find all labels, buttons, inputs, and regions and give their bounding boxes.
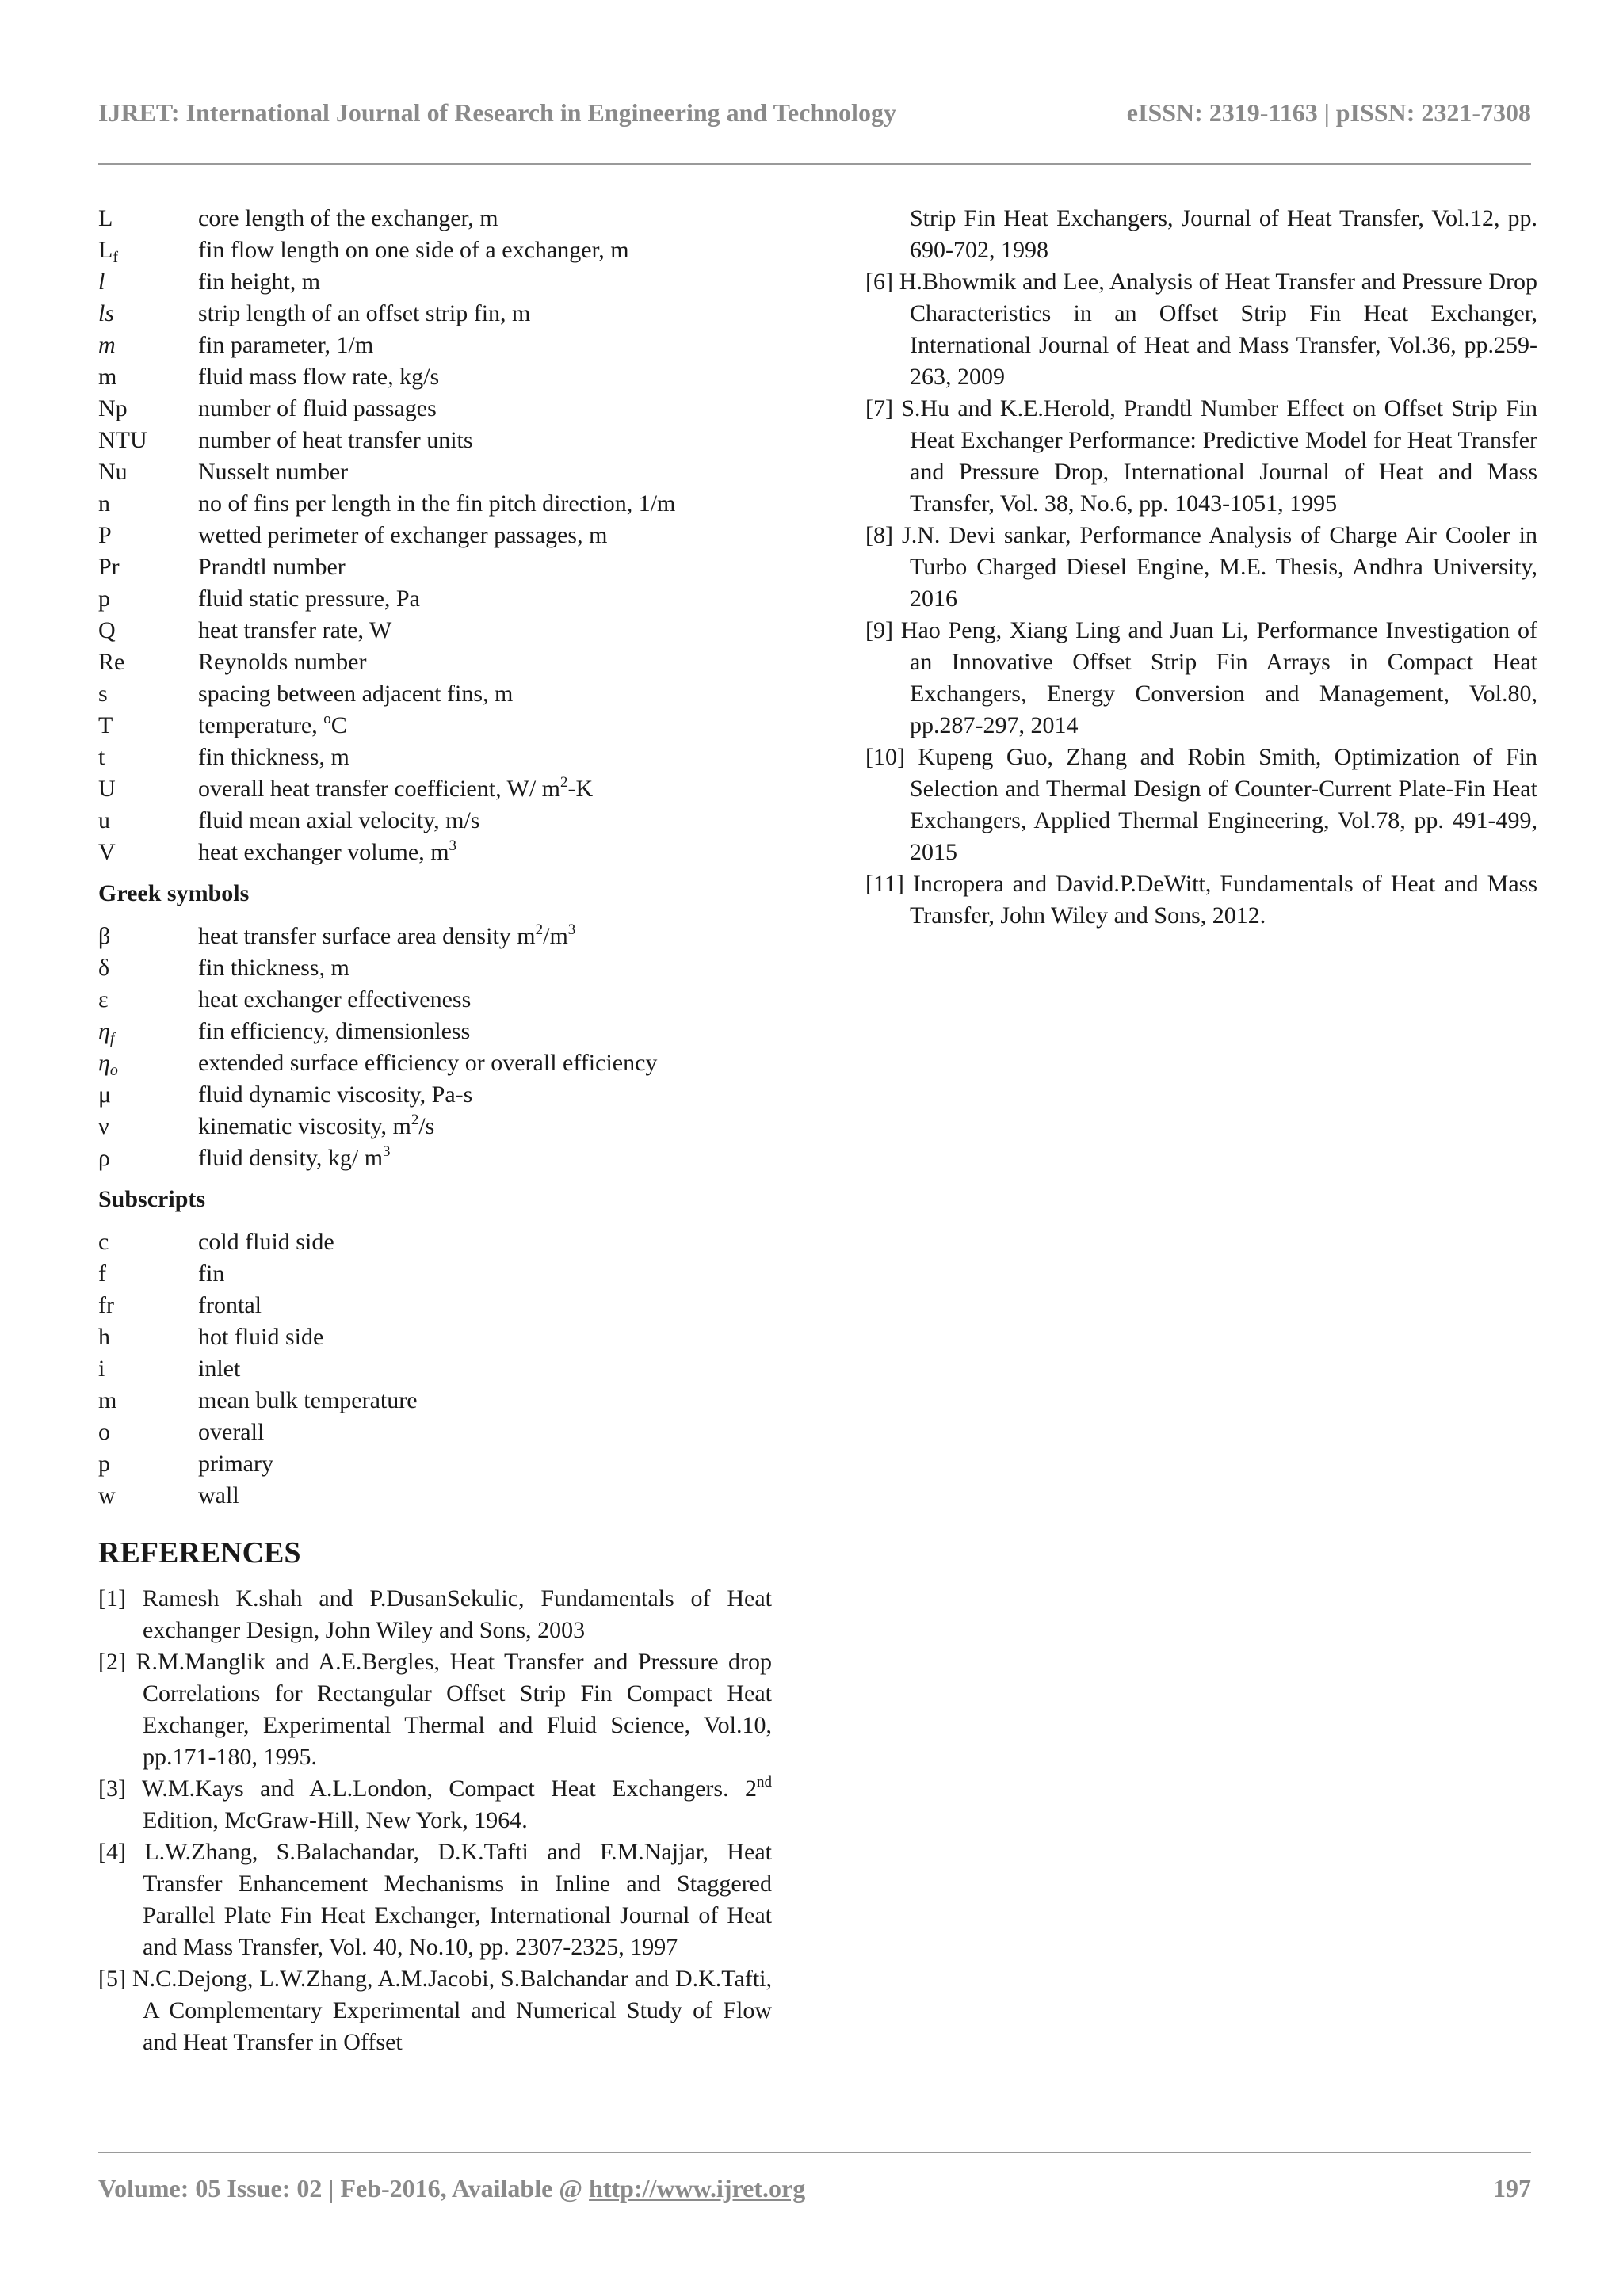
nomenclature-row: [98, 235, 772, 266]
header-divider: [98, 163, 1531, 165]
nomenclature-definition: number of heat transfer units: [198, 427, 473, 453]
nomenclature-row: [98, 203, 772, 235]
subscript-definition: mean bulk temperature: [198, 1387, 418, 1413]
subscript-definition: cold fluid side: [198, 1229, 334, 1255]
nomenclature-definition: fin thickness, m: [198, 744, 349, 770]
references-list-right: [865, 266, 1537, 932]
nomenclature-symbol: V: [98, 839, 116, 865]
nomenclature-definition: spacing between adjacent fins, m: [198, 681, 514, 707]
subscript-symbol: h: [98, 1324, 110, 1350]
nomenclature-definition: overall heat transfer coefficient, W/ $m^2-K$: [198, 774, 594, 802]
greek-symbol-row: [98, 984, 772, 1016]
greek-symbol-row: [98, 952, 772, 984]
subscript-definition: frontal: [198, 1292, 262, 1318]
nomenclature-row: [98, 805, 772, 837]
nomenclature-symbol: U: [98, 776, 116, 802]
nomenclature-row: [98, 837, 772, 868]
subscript-row: [98, 1226, 772, 1258]
reference-item: [9] Hao Peng, Xiang Ling and Juan Li, Performance Investigation of an Innovative Offset Strip Fin Arrays in Compact Heat Exchangers, Energy Conversion and Management, Vol.80, pp.287-297, 2014: [865, 617, 1537, 738]
subscripts-list: [98, 1226, 772, 1512]
references-list-left: [98, 1583, 772, 2058]
nomenclature-symbol: NTU: [98, 427, 147, 453]
greek-symbol-symbol: $\eta_o$: [98, 1050, 118, 1079]
greek-symbol-symbol: β: [98, 923, 111, 949]
nomenclature-definition: no of fins per length in the fin pitch direction, 1/m: [198, 490, 676, 517]
subscript-symbol: m: [98, 1387, 117, 1413]
subscript-symbol: o: [98, 1419, 110, 1445]
superscript: 2: [411, 1112, 419, 1128]
nomenclature-row: [98, 298, 772, 330]
nomenclature-row: [98, 615, 772, 646]
nomenclature-definition: fin height, m: [198, 269, 321, 295]
subscript-symbol: fr: [98, 1292, 114, 1318]
nomenclature-definition: fluid mean axial velocity, m/s: [198, 807, 480, 833]
subscript-row: [98, 1258, 772, 1290]
reference-item: [11] Incropera and David.P.DeWitt, Fundamentals of Heat and Mass Transfer, John Wiley and Sons, 2012.: [865, 871, 1537, 929]
greek-symbol-row: [98, 921, 772, 952]
symbol-subscript: f: [109, 1030, 115, 1047]
nomenclature-row: [98, 678, 772, 710]
nomenclature-symbol: $L_f$: [98, 237, 118, 266]
nomenclature-symbol: m: [98, 364, 117, 390]
reference-item: [8] J.N. Devi sankar, Performance Analysis of Charge Air Cooler in Turbo Charged Diesel Engine, M.E. Thesis, Andhra University, 2016: [865, 522, 1537, 612]
nomenclature-definition: fin flow length on one side of a exchanger, m: [198, 237, 629, 263]
greek-symbol-definition: heat transfer surface area density $m^2/m^3$: [198, 921, 576, 949]
greek-symbol-definition: fluid dynamic viscosity, Pa-s: [198, 1081, 473, 1108]
nomenclature-definition: fluid static pressure, Pa: [198, 585, 420, 612]
page-number: 197: [1493, 2174, 1531, 2203]
superscript: o: [323, 711, 331, 727]
subscript-row: [98, 1322, 772, 1353]
nomenclature-symbol: L: [98, 205, 113, 231]
nomenclature-symbol: s: [98, 681, 108, 707]
superscript: nd: [757, 1774, 772, 1791]
greek-symbol-definition: kinematic viscosity, $m^2/s$: [198, 1112, 435, 1139]
subscript-symbol: f: [98, 1261, 106, 1287]
nomenclature-row: [98, 425, 772, 456]
greek-symbol-definition: fin efficiency, dimensionless: [198, 1018, 471, 1044]
nomenclature-row: [98, 266, 772, 298]
superscript: 3: [567, 921, 576, 938]
nomenclature-definition: Reynolds number: [198, 649, 367, 675]
nomenclature-definition: heat transfer rate, W: [198, 617, 392, 643]
reference-item: [3] W.M.Kays and A.L.London, Compact Heat Exchangers. 2nd Edition, McGraw-Hill, New York, 1964.: [98, 1774, 772, 1833]
greek-symbol-row: [98, 1016, 772, 1047]
subscript-definition: fin: [198, 1261, 225, 1287]
nomenclature-row: [98, 773, 772, 805]
reference-item: [4] L.W.Zhang, S.Balachandar, D.K.Tafti and F.M.Najjar, Heat Transfer Enhancement Mechanisms in Inline and Staggered Parallel Plate Fin Heat Exchanger, International Journal of Heat and Mass Transfer, Vol. 40, No.10, pp. 2307-2325, 1997: [98, 1839, 772, 1960]
symbol-subscript: o: [109, 1062, 118, 1079]
nomenclature-symbol: u: [98, 807, 110, 833]
subscript-definition: hot fluid side: [198, 1324, 324, 1350]
nomenclature-row: [98, 361, 772, 393]
nomenclature-definition: Prandtl number: [198, 554, 346, 580]
subscript-row: [98, 1417, 772, 1448]
nomenclature-symbol: T: [98, 712, 113, 738]
greek-symbol-symbol: $\eta_f$: [98, 1018, 115, 1047]
subscript-row: [98, 1448, 772, 1480]
nomenclature-symbol: m: [98, 332, 116, 358]
reference-item: [1] Ramesh K.shah and P.DusanSekulic, Fundamentals of Heat exchanger Design, John Wiley and Sons, 2003: [98, 1585, 772, 1643]
volume-text: Volume: 05 Issue: 02 | Feb-2016, Available @: [98, 2174, 590, 2203]
superscript: 3: [383, 1143, 391, 1160]
references-heading: REFERENCES: [98, 1536, 301, 1569]
nomenclature-symbol: P: [98, 522, 112, 548]
nomenclature-row: [98, 330, 772, 361]
greek-symbol-row: [98, 1079, 772, 1111]
greek-symbol-symbol: ρ: [98, 1145, 110, 1171]
volume-info: [98, 2174, 805, 2203]
nomenclature-definition: strip length of an offset strip fin, m: [198, 300, 531, 326]
subscript-row: [98, 1480, 772, 1512]
superscript: 2: [560, 774, 568, 791]
nomenclature-row: [98, 710, 772, 742]
running-header: [98, 98, 1531, 128]
nomenclature-row: [98, 742, 772, 773]
subscripts-heading: Subscripts: [98, 1186, 206, 1212]
nomenclature-symbol: Re: [98, 649, 125, 675]
greek-symbol-definition: heat exchanger effectiveness: [198, 986, 472, 1013]
greek-symbol-definition: extended surface efficiency or overall efficiency: [198, 1050, 658, 1076]
nomenclature-symbol: Q: [98, 617, 116, 643]
greek-symbols-list: [98, 921, 772, 1174]
greek-symbol-row: [98, 1142, 772, 1174]
reference-item: [7] S.Hu and K.E.Herold, Prandtl Number Effect on Offset Strip Fin Heat Exchanger Performance: Predictive Model for Heat Transfer and Pressure Drop, International Journal of Heat and Mass Transfer, Vol. 38, No.6, pp. 1043-1051, 1995: [865, 395, 1537, 517]
subscript-symbol: i: [98, 1356, 105, 1382]
greek-symbol-row: [98, 1047, 772, 1079]
left-column: [98, 203, 772, 2058]
greek-symbol-symbol: μ: [98, 1081, 112, 1108]
nomenclature-definition: temperature, $^o$C: [198, 711, 347, 738]
greek-symbol-symbol: ν: [98, 1113, 109, 1139]
nomenclature-symbol: l: [98, 269, 105, 295]
subscript-symbol: p: [98, 1451, 110, 1477]
nomenclature-definition: Nusselt number: [198, 459, 349, 485]
nomenclature-symbol: p: [98, 585, 110, 612]
nomenclature-symbol: t: [98, 744, 105, 770]
reference-item: [5] N.C.Dejong, L.W.Zhang, A.M.Jacobi, S.Balchandar and D.K.Tafti, A Complementary Experimental and Numerical Study of Flow and Heat Transfer in Offset: [98, 1966, 772, 2055]
right-column: [865, 203, 1537, 932]
nomenclature-symbol: Np: [98, 395, 128, 421]
nomenclature-row: [98, 551, 772, 583]
symbol-subscript: f: [113, 249, 118, 266]
reference-item: [6] H.Bhowmik and Lee, Analysis of Heat Transfer and Pressure Drop Characteristics in an Offset Strip Fin Heat Exchanger, International Journal of Heat and Mass Transfer, Vol.36, pp.259-263, 2009: [865, 269, 1537, 390]
nomenclature-row: [98, 456, 772, 488]
superscript: 2: [535, 921, 544, 938]
nomenclature-row: [98, 520, 772, 551]
nomenclature-row: [98, 393, 772, 425]
subscript-row: [98, 1290, 772, 1322]
superscript: 3: [449, 837, 457, 854]
nomenclature-definition: core length of the exchanger, m: [198, 205, 498, 231]
subscript-symbol: c: [98, 1229, 109, 1255]
subscript-definition: primary: [198, 1451, 273, 1477]
greek-symbol-definition: fluid density, kg/ $m^3$: [198, 1143, 391, 1171]
subscript-row: [98, 1385, 772, 1417]
nomenclature-row: [98, 646, 772, 678]
subscript-row: [98, 1353, 772, 1385]
nomenclature-list: [98, 203, 772, 868]
footer-divider: [98, 2152, 1531, 2153]
nomenclature-row: [98, 488, 772, 520]
nomenclature-definition: number of fluid passages: [198, 395, 437, 421]
subscript-symbol: w: [98, 1482, 116, 1508]
nomenclature-definition: wetted perimeter of exchanger passages, m: [198, 522, 608, 548]
nomenclature-symbol: n: [98, 490, 110, 517]
nomenclature-definition: fin parameter, 1/m: [198, 332, 374, 358]
nomenclature-symbol: Nu: [98, 459, 128, 485]
nomenclature-definition: fluid mass flow rate, kg/s: [198, 364, 440, 390]
journal-title: IJRET: International Journal of Research in Engineering and Technology: [98, 98, 896, 127]
greek-symbol-symbol: δ: [98, 955, 110, 981]
nomenclature-definition: heat exchanger volume, $m^3$: [198, 837, 457, 865]
subscript-definition: wall: [198, 1482, 239, 1508]
nomenclature-symbol: Pr: [98, 554, 120, 580]
subscript-definition: overall: [198, 1419, 265, 1445]
greek-symbol-definition: fin thickness, m: [198, 955, 349, 981]
greek-symbol-row: [98, 1111, 772, 1142]
reference-5-continued: Strip Fin Heat Exchangers, Journal of Heat Transfer, Vol.12, pp. 690-702, 1998: [910, 205, 1537, 263]
reference-item: [10] Kupeng Guo, Zhang and Robin Smith, Optimization of Fin Selection and Thermal Design of Counter-Current Plate-Fin Heat Exchangers, Applied Thermal Engineering, Vol.78, pp. 491-499, 2015: [865, 744, 1537, 865]
nomenclature-symbol: ls: [98, 300, 115, 326]
subscript-definition: inlet: [198, 1356, 241, 1382]
issn: eISSN: 2319-1163 | pISSN: 2321-7308: [1126, 98, 1531, 127]
journal-link[interactable]: http://www.ijret.org: [589, 2174, 806, 2203]
nomenclature-row: [98, 583, 772, 615]
greek-symbol-symbol: ε: [98, 986, 109, 1013]
running-footer: [98, 2174, 1531, 2203]
reference-item: [2] R.M.Manglik and A.E.Bergles, Heat Transfer and Pressure drop Correlations for Rectangular Offset Strip Fin Compact Heat Exchanger, Experimental Thermal and Fluid Science, Vol.10, pp.171-180, 1995.: [98, 1649, 772, 1770]
greek-symbols-heading: Greek symbols: [98, 880, 250, 906]
